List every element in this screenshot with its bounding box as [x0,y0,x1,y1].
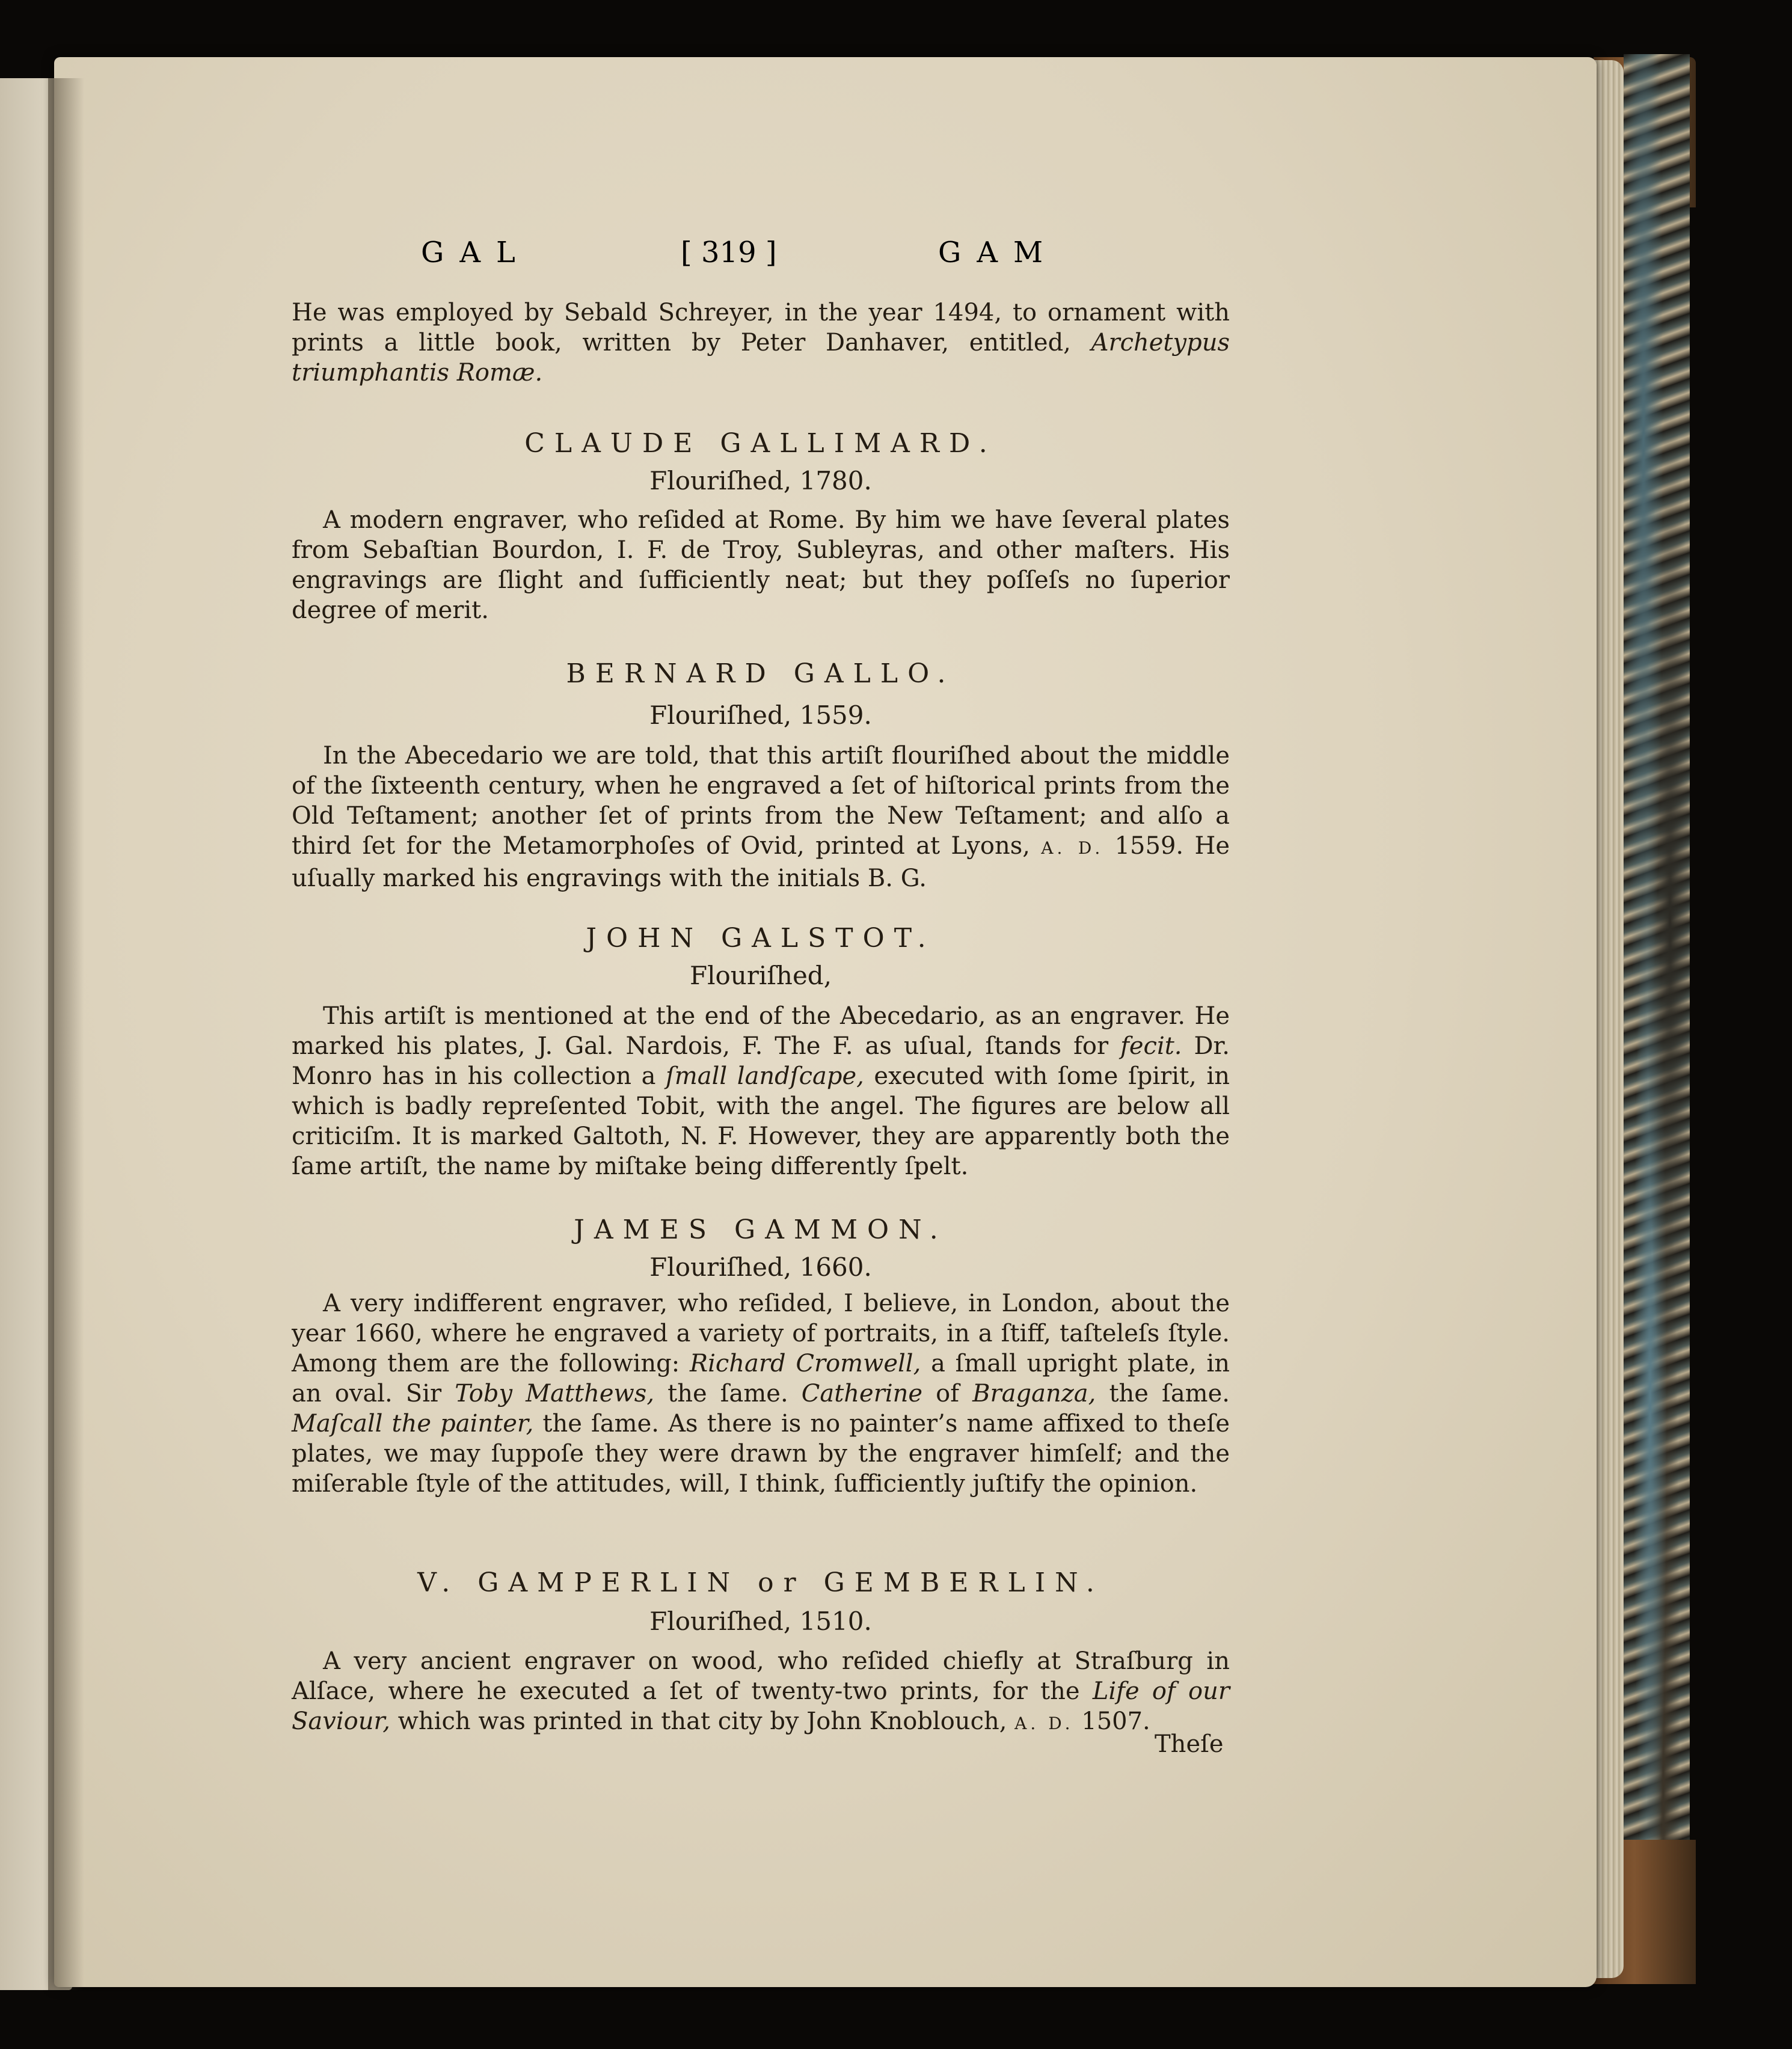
entry-body-text: This artiſt is mentioned at the end of the Abecedario, as an engraver. He marked his plates, J. Gal. Nardois, F. The F. as uſual, ſtands for [292,1002,1230,1060]
intro-paragraph [292,298,1230,388]
entry-body-text: of [922,1380,973,1407]
entry-heading: CLAUDE GALLIMARD. [524,428,997,459]
book-title-italic: Life of our Saviour, [292,1677,1230,1735]
entry-flourished: Flouriſhed, [689,961,832,990]
fecit-italic: fecit. [1120,1032,1182,1060]
entry-body-text: executed with ſome ſpirit, in which is badly repreſented Tobit, with the angel. The figures are below all criticiſm. It is marked Galtoth, N. F. However, they are apparently both the ſame artiſt, the name by miſtake being differently ſpelt. [292,1062,1230,1180]
entry-body-text: A modern engraver, who reſided at Rome. By him we have ſeveral plates from Sebaſtian Bourdon, I. F. de Troy, Subleyras, and other maſters. His engravings are ſlight and ſufficiently neat; but they poſſeſs no ſuperior degree of merit. [292,506,1230,624]
entry-body [292,1646,1230,1739]
intro-title-italic: Archetypus triumphantis Romæ. [292,329,1230,387]
marbled-cover [1624,54,1690,1978]
entry-heading: JOHN GALSTOT. [586,923,936,954]
page-number: [ 319 ] [681,236,777,269]
entry-body-text: 1507. [1073,1707,1150,1735]
running-head-right: GAM [938,236,1059,269]
intro-text: He was employed by Sebald Schreyer, in the year 1494, to ornament with prints a little book, written by Peter Danhaver, entitled, [292,299,1230,357]
entry-body-text: Dr. Monro has in his collection a [292,1032,1230,1090]
landscape-italic: ſmall landſcape, [666,1062,864,1090]
entry-body [292,1001,1230,1181]
entry-body-text: In the Abecedario we are told, that this artiſt flouriſhed about the middle of the ſixteenth century, when he engraved a ſet of hiſtorical prints from the Old Teſtament; another ſet of prints from the New Teſtament; and alſo a third ſet for the Metamorphoſes of Ovid, printed at Lyons, [292,742,1230,860]
entry-body-text: A very indifferent engraver, who reſided, I believe, in London, about the year 1660, where he engraved a variety of portraits, in a ſtiff, taſteleſs ſtyle. Among them are the following: [292,1290,1230,1377]
entry-body-text: A very ancient engraver on wood, who reſided chiefly at Straſburg in Alſace, where he executed a ſet of twenty-two prints, for the [292,1647,1230,1705]
anno-domini: A. D. [1041,838,1104,858]
entry-body [292,505,1230,625]
entry-body-text: the ſame. [654,1380,802,1407]
entry-body [292,741,1230,893]
portrait-title-italic: Richard Cromwell, [689,1350,921,1377]
entry-body [292,1288,1230,1499]
entry-flourished: Flouriſhed, 1510. [649,1606,872,1636]
portrait-title-italic: Toby Matthews, [455,1380,655,1407]
entry-heading: BERNARD GALLO. [566,658,956,689]
anno-domini: A. D. [1014,1714,1074,1733]
entry-body-text: which was printed in that city by John Knoblouch, [390,1707,1015,1735]
entry-flourished: Flouriſhed, 1559. [649,700,872,730]
entry-body-text: 1559. He uſually marked his engravings with the initials B. G. [292,832,1230,892]
entry-heading: V. GAMPERLIN or GEMBERLIN. [417,1567,1104,1598]
entry-body-text: the ſame. [1096,1380,1230,1407]
running-head-left: GAL [421,236,531,269]
entry-body-text: a ſmall upright plate, in an oval. Sir [292,1350,1230,1407]
entry-heading: JAMES GAMMON. [574,1214,948,1245]
entry-flourished: Flouriſhed, 1660. [649,1252,872,1282]
portrait-title-italic: Maſcall the painter, [292,1410,534,1438]
portrait-title-italic: Catherine [801,1380,923,1407]
portrait-title-italic: Braganza, [972,1380,1096,1407]
entry-flourished: Flouriſhed, 1780. [649,466,872,495]
catchword: Theſe [1155,1730,1224,1758]
gutter-shadow [48,78,84,1990]
running-head [421,236,1131,278]
entry-body-text: the ſame. As there is no painter’s name affixed to theſe plates, we may ſuppoſe they were drawn by the engraver himſelf; and the miſerable ſtyle of the attitudes, will, I think, ſufficiently juſtify the opinion. [292,1410,1230,1498]
